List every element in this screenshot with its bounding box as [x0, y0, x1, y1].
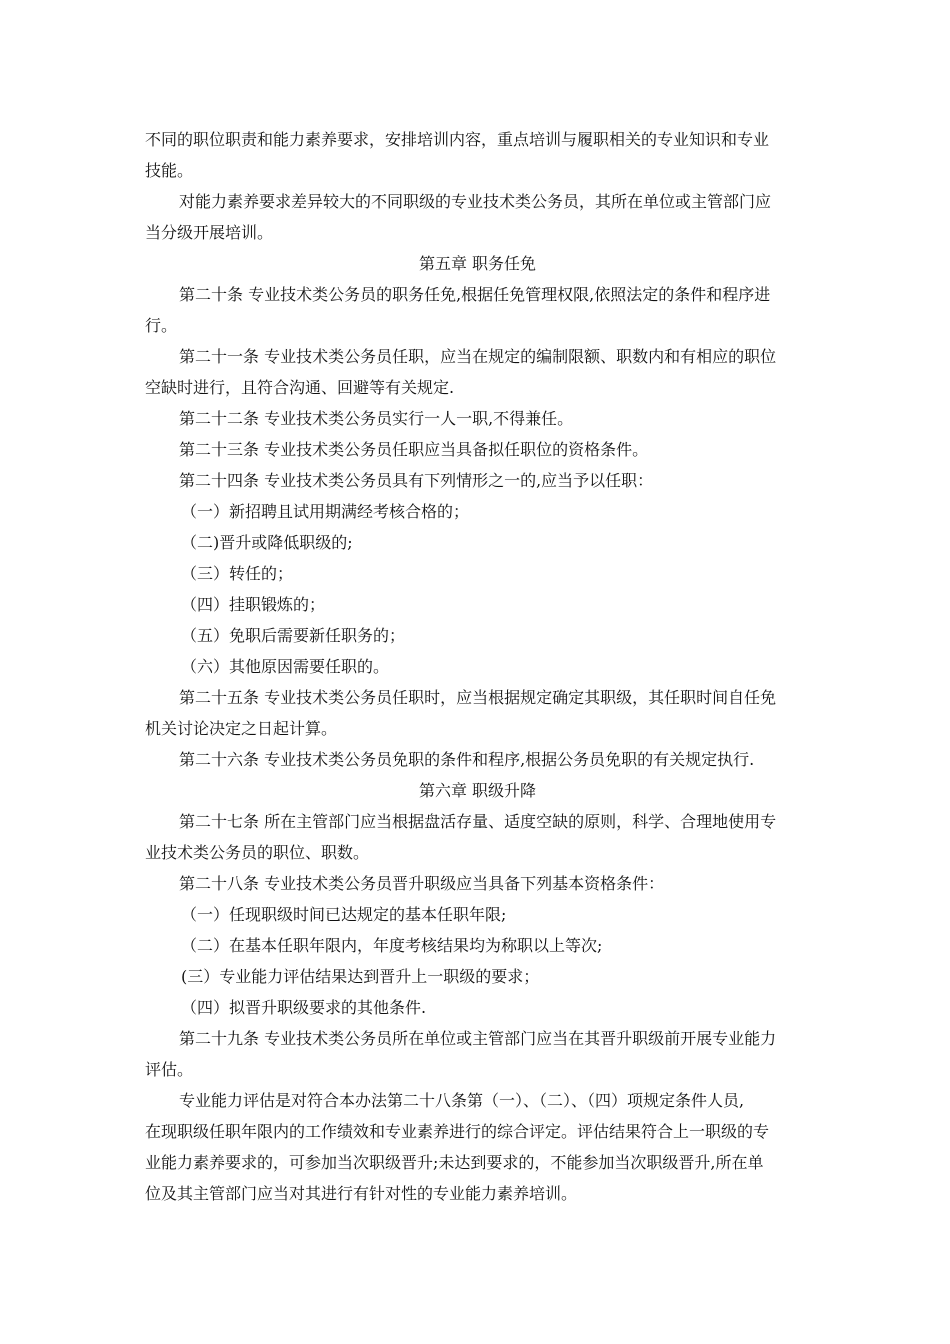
article-line: 行。 — [145, 316, 178, 335]
list-item: （三）转任的； — [181, 564, 294, 583]
article-line: 评估。 — [145, 1060, 194, 1079]
article-line: 第二十五条 专业技术类公务员任职时，应当根据规定确定其职级，其任职时间自任免 — [179, 688, 777, 707]
list-item: （四）拟晋升职级要求的其他条件. — [181, 998, 427, 1017]
article-line: 机关讨论决定之日起计算。 — [145, 719, 338, 738]
chapter-heading: 第六章 职级升降 — [418, 781, 537, 800]
list-item: （一）任现职级时间已达规定的基本任职年限; — [181, 905, 507, 924]
list-item: （二)晋升或降低职级的; — [181, 533, 353, 552]
list-item: （四）挂职锻炼的； — [181, 595, 326, 614]
article-line: 第二十六条 专业技术类公务员免职的条件和程序,根据公务员免职的有关规定执行. — [179, 750, 755, 769]
article-line: 第二十条 专业技术类公务员的职务任免,根据任免管理权限,依照法定的条件和程序进 — [179, 285, 771, 304]
list-item: （一）新招聘且试用期满经考核合格的； — [181, 502, 470, 521]
article-line: 第二十二条 专业技术类公务员实行一人一职,不得兼任。 — [179, 409, 574, 428]
paragraph-line: 技能。 — [145, 161, 194, 180]
chapter-heading: 第五章 职务任免 — [418, 254, 537, 273]
paragraph-line: 不同的职位职责和能力素养要求，安排培训内容，重点培训与履职相关的专业知识和专业 — [145, 130, 770, 149]
list-item: （二）在基本任职年限内，年度考核结果均为称职以上等次; — [181, 936, 603, 955]
paragraph-line: 专业能力评估是对符合本办法第二十八条第（一）、（二）、（四）项规定条件人员, — [179, 1091, 745, 1110]
article-line: 空缺时进行，且符合沟通、回避等有关规定. — [145, 378, 455, 397]
article-line: 第二十四条 专业技术类公务员具有下列情形之一的,应当予以任职： — [179, 471, 654, 490]
list-item: （五）免职后需要新任职务的； — [181, 626, 406, 645]
document-body — [145, 124, 810, 1209]
paragraph-line: 位及其主管部门应当对其进行有针对性的专业能力素养培训。 — [145, 1184, 578, 1203]
article-line: 业技术类公务员的职位、职数。 — [145, 843, 370, 862]
article-line: 第二十三条 专业技术类公务员任职应当具备拟任职位的资格条件。 — [179, 440, 649, 459]
list-item: （六）其他原因需要任职的。 — [181, 657, 390, 676]
paragraph-line: 业能力素养要求的，可参加当次职级晋升;未达到要求的，不能参加当次职级晋升,所在单 — [145, 1153, 764, 1172]
article-line: 第二十七条 所在主管部门应当根据盘活存量、适度空缺的原则，科学、合理地使用专 — [179, 812, 777, 831]
article-line: 第二十八条 专业技术类公务员晋升职级应当具备下列基本资格条件： — [179, 874, 665, 893]
paragraph-line: 在现职级任职年限内的工作绩效和专业素养进行的综合评定。评估结果符合上一职级的专 — [145, 1122, 770, 1141]
article-line: 第二十一条 专业技术类公务员任职，应当在规定的编制限额、职数内和有相应的职位 — [179, 347, 777, 366]
paragraph-line: 对能力素养要求差异较大的不同职级的专业技术类公务员，其所在单位或主管部门应 — [179, 192, 772, 211]
paragraph-line: 当分级开展培训。 — [145, 223, 274, 242]
article-line: 第二十九条 专业技术类公务员所在单位或主管部门应当在其晋升职级前开展专业能力 — [179, 1029, 777, 1048]
list-item: (三）专业能力评估结果达到晋升上一职级的要求； — [181, 967, 540, 986]
